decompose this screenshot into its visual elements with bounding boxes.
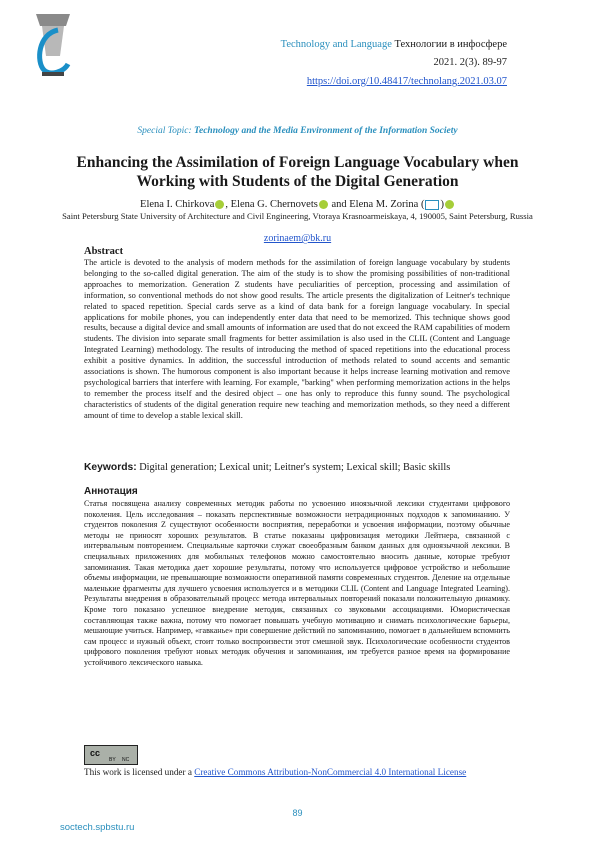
annotation-heading: Аннотация xyxy=(84,486,138,497)
special-topic-label: Special Topic: xyxy=(137,126,192,136)
doi xyxy=(307,75,507,89)
email-link[interactable]: zorinaem@bk.ru xyxy=(263,233,332,244)
affiliation: Saint Petersburg State University of Architecture and Civil Engineering, Vtoraya Krasnoarmeiskaya, 4, 190005, Saint Petersburg, Russia xyxy=(62,211,533,221)
author-3-close: ) xyxy=(440,199,444,210)
author-2: , Elena G. Chernovets xyxy=(225,199,318,210)
license-statement xyxy=(84,767,466,777)
author-1: Elena I. Chirkova xyxy=(140,199,215,210)
cc-license-badge[interactable] xyxy=(84,745,138,765)
journal-name-en: Technology and Language xyxy=(280,39,392,50)
orcid-icon[interactable] xyxy=(445,200,454,209)
cc-badge-by: BY xyxy=(109,757,116,763)
author-3: and Elena M. Zorina ( xyxy=(331,199,425,210)
doi-link[interactable]: https://doi.org/10.48417/technolang.2021.03.07 xyxy=(306,76,507,87)
cc-badge-nc: NC xyxy=(122,757,130,763)
mail-icon[interactable] xyxy=(425,200,439,210)
keywords-text: Digital generation; Lexical unit; Leitner's system; Lexical skill; Basic skills xyxy=(139,462,451,473)
article-title: Enhancing the Assimilation of Foreign Language Vocabulary when Working with Students of the Digital Generation xyxy=(76,154,519,190)
license-prefix: This work is licensed under a xyxy=(84,767,195,777)
page-number: 89 xyxy=(292,808,303,818)
author-list xyxy=(60,198,535,211)
keywords xyxy=(84,462,514,473)
journal-name-ru: Технологии в инфосфере xyxy=(394,39,507,50)
journal-logo xyxy=(28,12,78,80)
special-topic-name: Technology and the Media Environment of the Information Society xyxy=(194,126,458,136)
license-link[interactable]: Creative Commons Attribution-NonCommercial 4.0 International License xyxy=(194,767,467,777)
keywords-label: Keywords: xyxy=(84,462,137,473)
logo-bar xyxy=(36,14,70,26)
cc-badge-main: cc xyxy=(90,748,101,758)
abstract-text: The article is devoted to the analysis of modern methods for the assimilation of foreign language vocabulary by students belonging to the so-called digital generation. The aim of the study is to show the promising possibilities of non-traditional approaches to memorization. Generation Z students have peculiarities of perception, processing and assimilation of information, so conventional methods do not show good results. The article presents the digitalization of Leitner's technique related to spaced repetition. Special cards serve as a kind of data bank for a foreign language vocabulary. In special applications for mobile phones, you can independently enter data that need to be memorized. This technique shows good results, because a digital device and small amounts of information are used that do not exceed the RAM capabilities of modern students. The division into separate small fragments for better assimilation is also used in the CLIL (Content and Language Integrated Learning) methodology. The results of introducing the method of spaced repetitions into the educational process exhibit a positive dynamics. In addition, the successful introduction of methods related to sound accents and semantic associations is shown. The humorous component is also important because it helps increase learning motivation and remove psychological barriers that interfere with learning. For example, "barking" when performing memorization actions in the helps to remember the process itself and the desired object – one has only to reproduce this funny sound. The psychological characteristics of students of the digital generation require new teaching and memorization methods, so they need a different amount of time to develop a stable lexical skill. xyxy=(84,258,510,420)
issue-info: 2021. 2(3). 89-97 xyxy=(433,57,507,68)
journal-name xyxy=(281,38,507,52)
footer-site: soctech.spbstu.ru xyxy=(60,822,135,833)
orcid-icon[interactable] xyxy=(215,200,224,209)
abstract-heading: Abstract xyxy=(84,246,124,257)
orcid-icon[interactable] xyxy=(319,200,328,209)
email xyxy=(0,233,595,244)
logo-base xyxy=(42,72,64,76)
annotation-text: Статья посвящена анализу современных методик работы по усвоению иноязычной лексики студентами цифрового поколения. Цель исследования – показать перспективные возможности нетрадиционных подходов к запоминанию. У студентов поколения Z существуют особенности восприятия, переработки и усвоения информации, поэтому обычные методы не приносят хороших результатов. В статье показаны цифровизация методики Лейтнера, связанной с интервальным повторением. Специальные карточки служат своеобразным банком данных для одноязычной лексики. В специальных приложениях для мобильных телефонов можно самостоятельно вносить данные, которые требуют запоминания. Такая методика дает хорошие результаты, потому что используется цифровое устройство и небольшие объемы информации, не превышающие возможности оперативной памяти современных студентов. Деление на отдельные маленькие фрагменты для лучшего усвоения используется и в методики CLIL (Content and Language Integrated Learning). Результаты внедрения в образовательный процесс метода интервальных повторений показали положительную динамику. Кроме того показано успешное внедрение методик, связанных со звуковыми ассоциациями. Юмористическая составляющая также важна, потому что помогает повышать учебную мотивацию и снимать психологические барьеры, мешающие учиться. Например, «гавканье» при совершение действий по запоминанию, помогает в дальнейшем вспомнить сам процесс и нужный объект, стоит только воспроизвести этот смешной звук. Психологические особенности студентов цифрового поколения требуют новых методик обучения и запоминания, им требуется разное время на формирование устойчивого лексического навыка. xyxy=(84,499,510,667)
special-topic xyxy=(0,126,595,136)
